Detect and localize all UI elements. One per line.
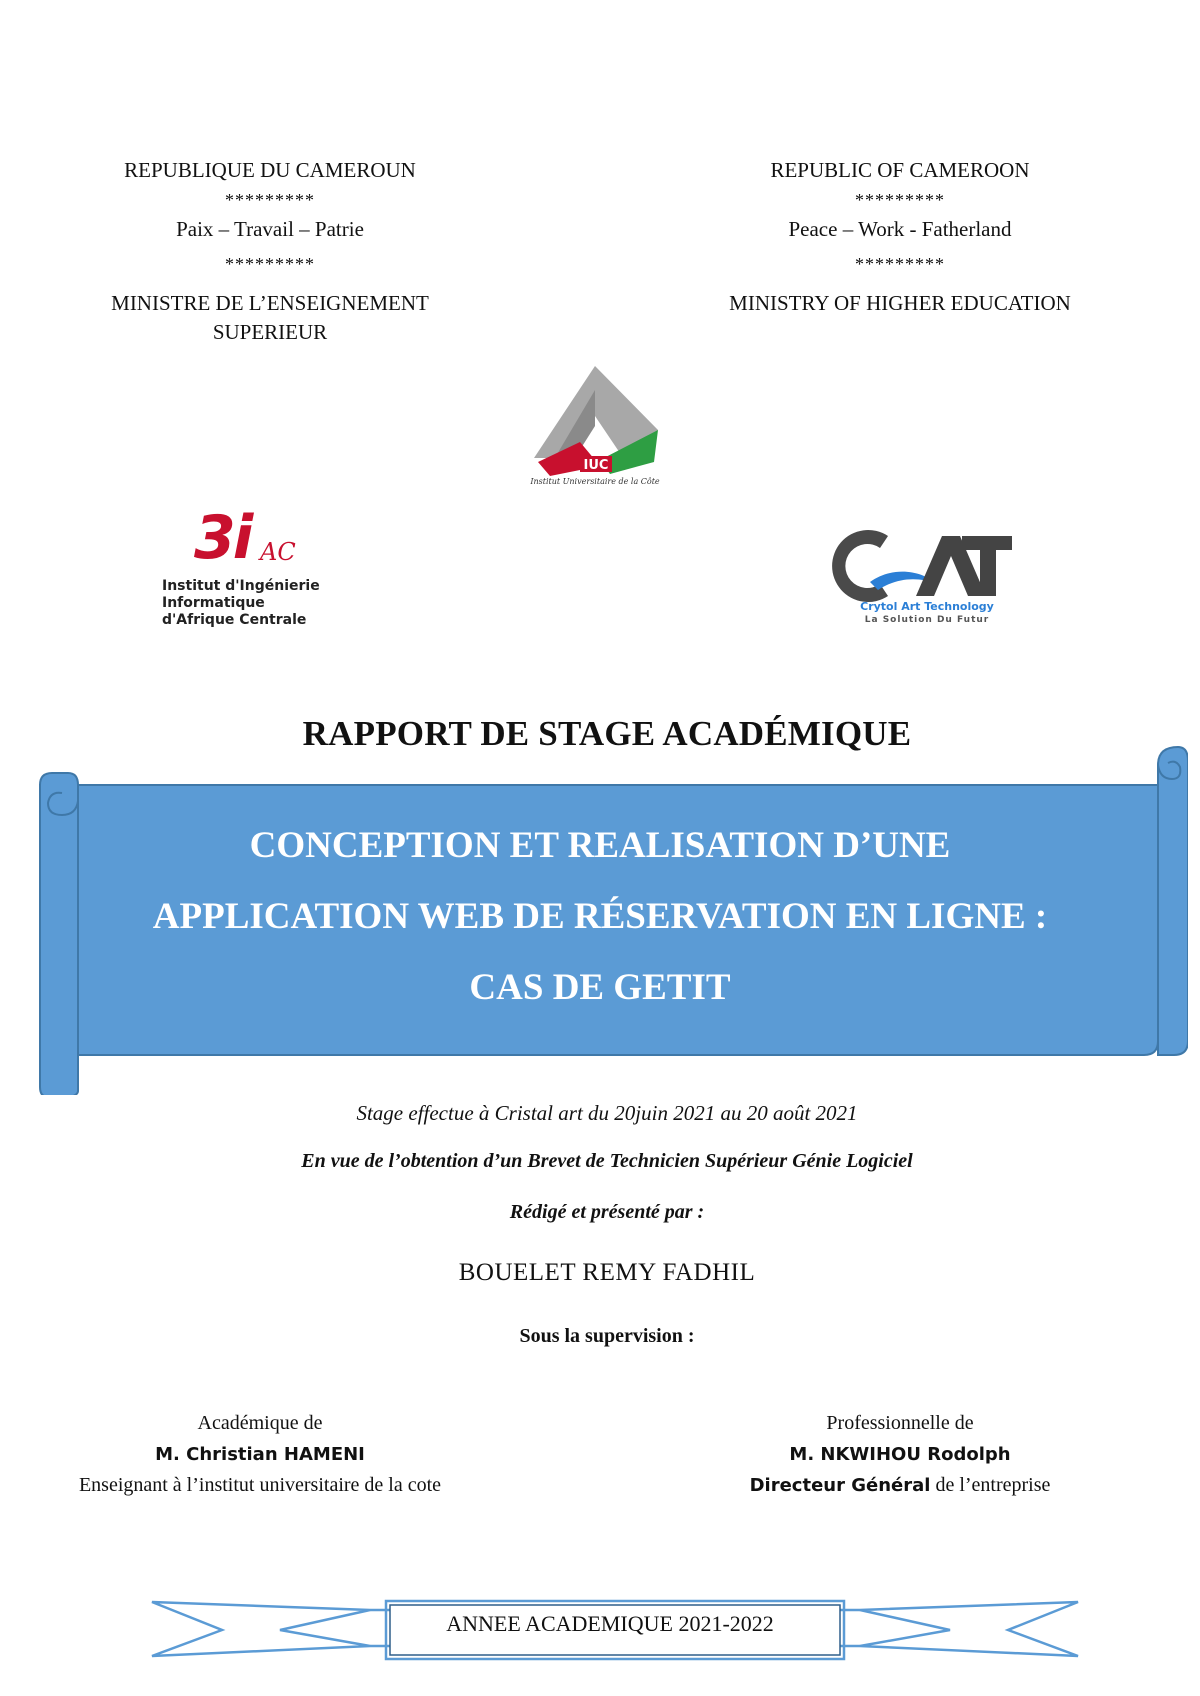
cat-caption-line2: La Solution Du Futur: [864, 615, 990, 625]
3iac-caption-line3: d'Afrique Centrale: [162, 612, 307, 628]
3iac-brand: 3i: [194, 503, 251, 573]
motto-en: Peace – Work - Fatherland: [788, 217, 1012, 241]
header-right: [690, 160, 1110, 314]
presented-by-label: Rédigé et présenté par :: [509, 1201, 705, 1223]
professional-name: M. NKWIHOU Rodolph: [789, 1444, 1011, 1465]
cat-logo: [832, 526, 1022, 631]
cat-caption-line1: Crytol Art Technology: [860, 600, 994, 613]
professional-role: Professionnelle de: [826, 1412, 974, 1434]
project-title-line3: CAS DE GETIT: [469, 967, 731, 1008]
academic-title: Enseignant à l’institut universitaire de la cote: [78, 1474, 442, 1496]
country-fr: REPUBLIQUE DU CAMEROUN: [124, 158, 416, 182]
header-left: [70, 160, 470, 343]
supervision-label: Sous la supervision :: [519, 1325, 695, 1347]
ministry-fr-line2: SUPERIEUR: [212, 320, 328, 344]
3iac-caption: [162, 578, 320, 629]
degree-objective: En vue de l’obtention d’un Brevet de Technicien Supérieur Génie Logiciel: [301, 1150, 913, 1172]
country-en: REPUBLIC OF CAMEROON: [770, 158, 1030, 182]
project-title: [60, 810, 1140, 1023]
internship-period: Stage effectue à Cristal art du 20juin 2021 au 20 août 2021: [356, 1101, 858, 1125]
ministry-en: MINISTRY OF HIGHER EDUCATION: [729, 291, 1071, 315]
report-type-title: RAPPORT DE STAGE ACADÉMIQUE: [302, 714, 912, 753]
project-title-line1: CONCEPTION ET REALISATION D’UNE: [249, 825, 951, 866]
motto-fr: Paix – Travail – Patrie: [176, 217, 364, 241]
academic-supervisor: [60, 1408, 460, 1501]
iuc-logo-text: IUC: [583, 458, 609, 473]
3iac-caption-line1: Institut d'Ingénierie: [162, 578, 320, 594]
3iac-logo: [158, 503, 328, 638]
professional-title-bold: Directeur Général: [749, 1475, 931, 1496]
separator: *********: [855, 190, 945, 210]
professional-title: [700, 1470, 1100, 1501]
separator: *********: [855, 254, 945, 274]
project-title-line2: APPLICATION WEB DE RÉSERVATION EN LIGNE :: [152, 896, 1048, 937]
iuc-logo: [520, 360, 670, 505]
academic-name: M. Christian HAMENI: [155, 1444, 365, 1465]
separator: *********: [225, 254, 315, 274]
ministry-fr-line1: MINISTRE DE L’ENSEIGNEMENT: [111, 291, 429, 315]
separator: *********: [225, 190, 315, 210]
professional-title-rest: de l’entreprise: [930, 1474, 1051, 1496]
iuc-logo-caption: Institut Universitaire de la Côte: [530, 477, 660, 486]
author-name: BOUELET REMY FADHIL: [458, 1259, 756, 1286]
academic-role: Académique de: [197, 1412, 323, 1434]
academic-year: ANNEE ACADEMIQUE 2021-2022: [446, 1611, 774, 1636]
professional-supervisor: [700, 1408, 1100, 1501]
3iac-caption-line2: Informatique: [162, 595, 265, 611]
3iac-brand-suffix: AC: [260, 538, 296, 566]
